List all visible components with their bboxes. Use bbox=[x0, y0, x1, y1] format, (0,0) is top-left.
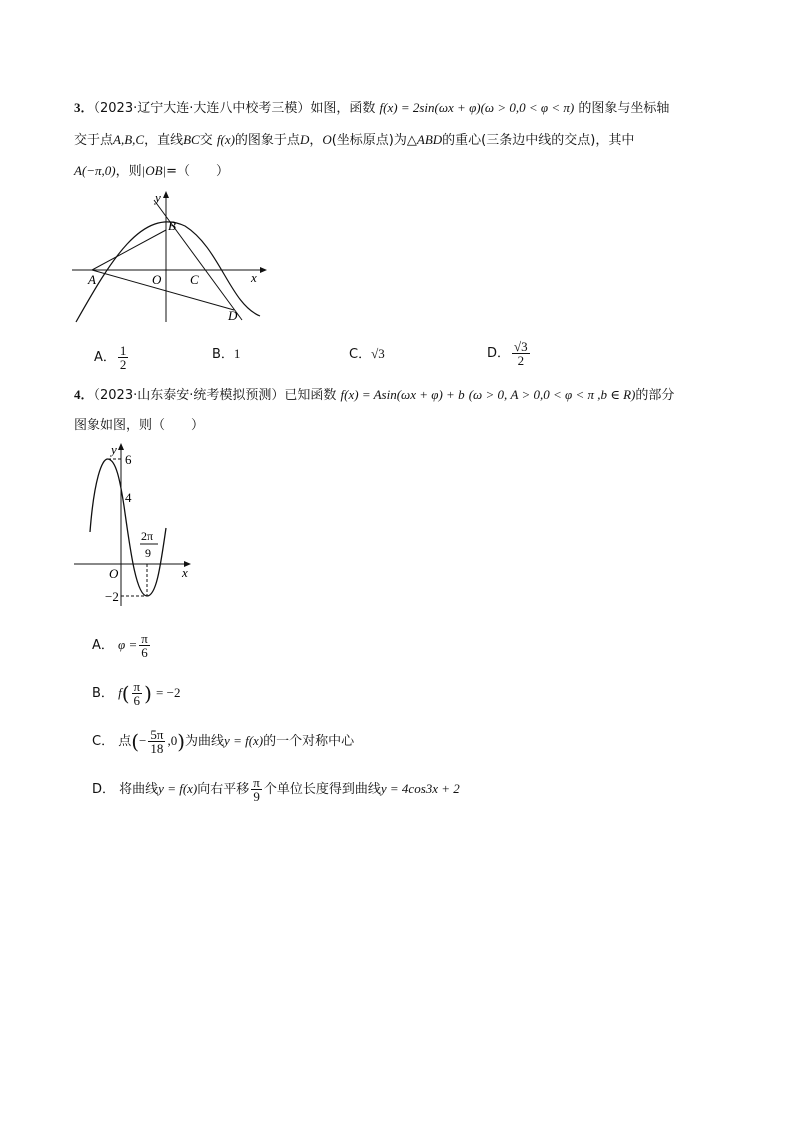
q3-text-10: ，则 bbox=[115, 164, 142, 179]
q3-source: （2023·辽宁大连·大连八中校考三模） bbox=[93, 101, 311, 116]
q3-fx: f(x) bbox=[216, 132, 235, 147]
q4-label-6: 6 bbox=[125, 452, 132, 467]
q3-segment-ab bbox=[92, 230, 166, 270]
q3-option-c-value: √3 bbox=[371, 346, 385, 361]
q3-text-1: 如图，函数 bbox=[310, 101, 376, 116]
q4-option-c-text-2: 为曲线 bbox=[185, 734, 225, 749]
q3-func: f bbox=[379, 100, 384, 115]
q4-option-d-text-1: 将曲线 bbox=[119, 782, 159, 797]
q3-label-a: A bbox=[88, 272, 96, 287]
q4-option-d[interactable] bbox=[92, 776, 460, 803]
q3-equation: (x) = 2sin(ωx + φ)(ω > 0,0 < φ < π) bbox=[383, 100, 575, 115]
q4-option-b-den: 6 bbox=[133, 693, 141, 708]
q4-option-c-frac bbox=[148, 728, 165, 755]
q4-label-x: x bbox=[182, 565, 188, 580]
q3-option-d-num: √3 bbox=[514, 339, 528, 354]
q4-option-d-den: 9 bbox=[253, 789, 260, 804]
q3-text-9: 的重心(三条边中线的交点)，其中 bbox=[442, 133, 635, 148]
q4-option-c-text-1: 点 bbox=[118, 734, 132, 749]
q4-option-a-den: 6 bbox=[141, 645, 148, 660]
q3-option-c[interactable] bbox=[349, 344, 385, 365]
q4-option-d-text-3: 个单位长度得到曲线 bbox=[263, 782, 381, 797]
q4-option-c-curve: y = f(x) bbox=[224, 733, 264, 748]
q3-text-11: =（ ） bbox=[166, 164, 230, 179]
q4-curve bbox=[90, 459, 166, 596]
q4-option-b-label: B． bbox=[92, 686, 114, 701]
q3-line-1 bbox=[74, 98, 669, 119]
q4-option-b-frac bbox=[132, 680, 143, 707]
q3-option-c-label: C． bbox=[349, 347, 372, 362]
q4-label-4: 4 bbox=[125, 490, 132, 505]
q3-text-7: ， bbox=[309, 133, 323, 148]
q4-condition: (ω > 0, A > 0,0 < φ < π ,b ∈ R) bbox=[468, 387, 636, 402]
q4-option-c-text-3: 的一个对称中心 bbox=[263, 734, 355, 749]
q4-option-a-label: A． bbox=[92, 638, 114, 653]
q4-label-o: O bbox=[109, 566, 119, 581]
q3-ob: |OB| bbox=[141, 163, 167, 178]
q4-option-b-f: f bbox=[118, 685, 122, 700]
q3-option-d-frac bbox=[512, 340, 530, 367]
q4-option-c[interactable] bbox=[92, 728, 354, 755]
q3-option-a-den: 2 bbox=[119, 357, 127, 372]
q4-label-y: y bbox=[111, 442, 117, 457]
q3-option-d[interactable] bbox=[487, 340, 532, 367]
q4-option-c-rparen: ) bbox=[177, 729, 186, 754]
q3-text-8: (坐标原点)为△ bbox=[331, 133, 417, 148]
q4-option-a-frac bbox=[139, 632, 150, 659]
q4-option-c-comma: ,0 bbox=[167, 733, 178, 748]
q4-text-1: 已知函数 bbox=[284, 388, 337, 403]
q4-option-a-num: π bbox=[141, 631, 148, 646]
q3-line-2 bbox=[74, 130, 634, 151]
q4-option-d-num: π bbox=[253, 775, 260, 790]
q4-option-c-num: 5π bbox=[150, 727, 164, 742]
q3-y-arrow bbox=[163, 191, 169, 198]
q4-option-b-rhs: = −2 bbox=[156, 685, 181, 700]
q4-text-3: 图象如图，则（ ） bbox=[74, 418, 205, 433]
q4-option-c-den: 18 bbox=[150, 741, 164, 756]
q3-option-a[interactable] bbox=[94, 344, 130, 371]
q4-number: 4． bbox=[74, 387, 94, 402]
q4-option-c-lparen: ( bbox=[131, 729, 140, 754]
q3-option-a-label: A． bbox=[94, 350, 116, 365]
q3-segment-ad bbox=[92, 270, 234, 310]
q4-option-d-text-2: 向右平移 bbox=[197, 782, 250, 797]
q3-line-bc: BC bbox=[183, 132, 200, 147]
q3-label-c: C bbox=[190, 272, 199, 287]
q4-text-2: 的部分 bbox=[635, 388, 675, 403]
q4-option-c-label: C． bbox=[92, 734, 115, 749]
q3-point-d: D bbox=[299, 132, 310, 147]
q4-label-9: 9 bbox=[145, 546, 151, 560]
q3-text-6: 的图象于点 bbox=[234, 133, 300, 148]
q3-option-a-frac bbox=[118, 344, 129, 371]
q3-option-b-label: B． bbox=[212, 347, 234, 362]
q3-label-y: y bbox=[155, 190, 161, 205]
q3-option-a-num: 1 bbox=[119, 343, 127, 358]
q4-option-c-minus: − bbox=[139, 733, 147, 748]
q4-graph bbox=[70, 440, 200, 610]
q4-option-d-result: y = 4cos3x + 2 bbox=[380, 781, 460, 796]
q4-option-a[interactable] bbox=[92, 632, 152, 659]
q3-text-5: 交 bbox=[199, 133, 213, 148]
q4-line-1 bbox=[74, 385, 674, 406]
q3-text-4: ，直线 bbox=[144, 133, 184, 148]
q4-option-d-frac bbox=[251, 776, 262, 803]
q4-line-2 bbox=[74, 416, 204, 436]
q3-point-o: O bbox=[322, 132, 332, 147]
q3-option-d-label: D． bbox=[487, 346, 511, 361]
q4-source: （2023·山东泰安·统考模拟预测） bbox=[93, 388, 285, 403]
q4-option-b-rparen: ) bbox=[144, 681, 152, 706]
q3-graph bbox=[70, 188, 270, 328]
q3-label-o: O bbox=[152, 272, 162, 287]
q4-label-neg2: −2 bbox=[105, 589, 119, 604]
q4-option-a-lhs: φ = bbox=[118, 637, 138, 652]
q4-option-d-curve: y = f(x) bbox=[158, 781, 198, 796]
q3-text-2: 的图象与坐标轴 bbox=[578, 101, 670, 116]
q3-line-3 bbox=[74, 161, 229, 182]
q3-point-a: A(−π,0) bbox=[74, 163, 116, 178]
q4-option-b[interactable] bbox=[92, 680, 180, 707]
q4-option-b-lparen: ( bbox=[121, 681, 130, 706]
q3-option-b[interactable] bbox=[212, 344, 240, 365]
q4-equation: f(x) = Asin(ωx + φ) + b bbox=[340, 387, 465, 402]
q3-triangle: ABD bbox=[416, 132, 443, 147]
q3-text-3: 交于点 bbox=[74, 133, 114, 148]
q3-option-d-den: 2 bbox=[517, 353, 525, 368]
q3-points: A,B,C bbox=[113, 132, 145, 147]
q3-label-x: x bbox=[251, 270, 257, 285]
q3-label-d: D bbox=[228, 308, 238, 323]
q3-x-arrow bbox=[260, 267, 267, 273]
q4-y-arrow bbox=[118, 443, 124, 450]
q3-option-b-value: 1 bbox=[233, 346, 241, 361]
q4-option-b-num: π bbox=[133, 679, 141, 694]
q4-label-2pi: 2π bbox=[141, 529, 154, 543]
q3-number: 3． bbox=[74, 100, 94, 115]
q4-option-d-label: D． bbox=[92, 782, 116, 797]
q3-label-b: B bbox=[168, 218, 176, 233]
